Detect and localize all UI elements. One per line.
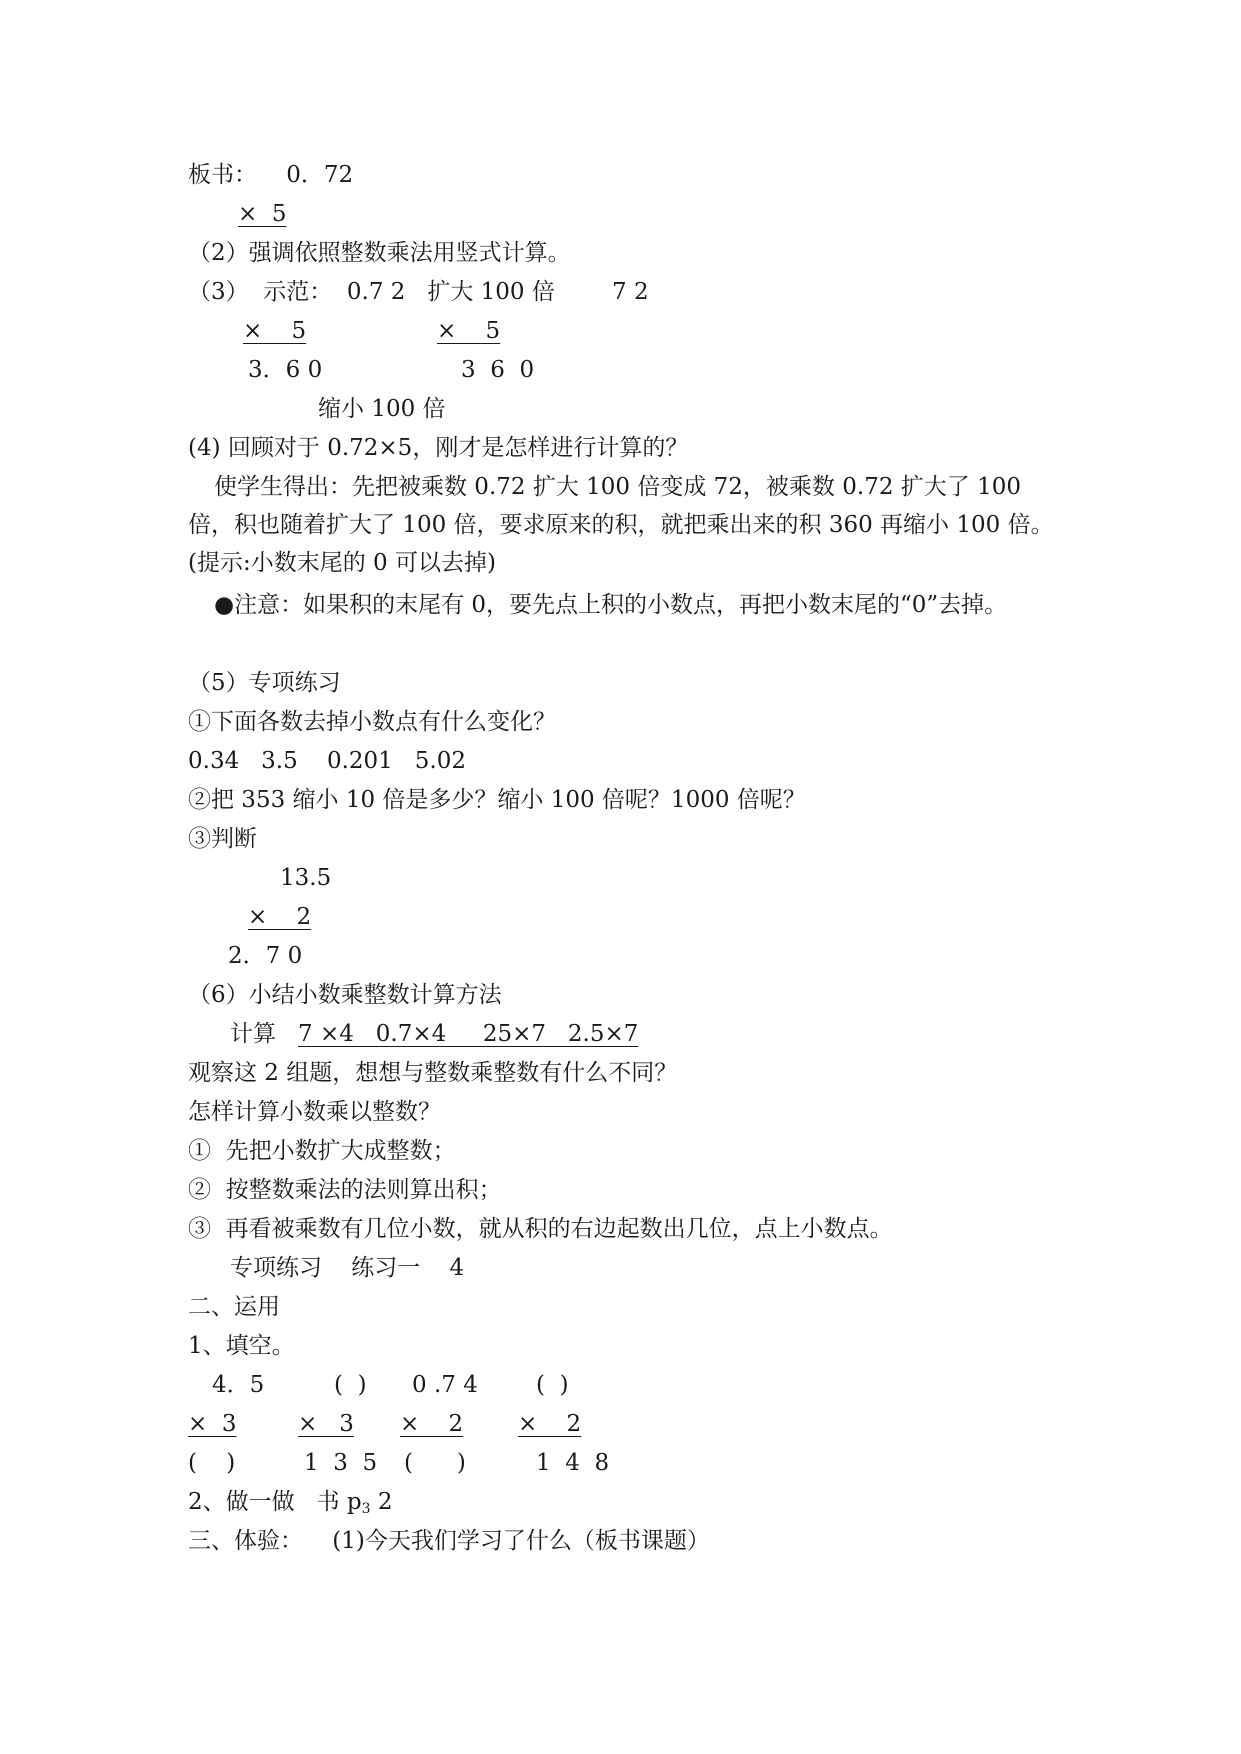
text-line: 三、体验： (1)今天我们学习了什么（板书课题） — [188, 1528, 710, 1554]
note-paragraph: ●注意：如果积的末尾有 0，要先点上积的小数点，再把小数末尾的“0”去掉。 — [214, 592, 1008, 618]
text-line: 板书： 0．72 — [188, 162, 354, 188]
text-line: ( ) — [536, 1372, 569, 1398]
text-line: 怎样计算小数乘以整数？ — [188, 1099, 441, 1125]
text-line: 计算 — [230, 1021, 276, 1047]
text-line: (4) 回顾对于 0.72×5，刚才是怎样进行计算的？ — [188, 435, 689, 461]
text-line: 13.5 — [280, 865, 332, 891]
text-line: （3） 示范： 0.7 2 扩大 100 倍 — [188, 279, 555, 305]
text-line: ③判断 — [188, 826, 257, 852]
text-line: 二、运用 — [188, 1294, 280, 1320]
paragraph: 使学生得出：先把被乘数 0.72 扩大 100 倍变成 72，被乘数 0.72 扩大了 100 倍，积也随着扩大了 100 倍，要求原来的积，就把乘出来的积 360 再缩小 100 倍。(提示:小数末尾的 0 可以去掉) — [188, 474, 1054, 576]
text-line: ②把 353 缩小 10 倍是多少？缩小 100 倍呢？1000 倍呢？ — [188, 787, 806, 813]
text-line: ③ 再看被乘数有几位小数，就从积的右边起数出几位，点上小数点。 — [188, 1216, 893, 1242]
text-line: × 2 — [400, 1411, 464, 1437]
text-line: × 5 — [238, 201, 287, 227]
text-line: 2、做一做 书 $p_3$ 2 — [188, 1489, 393, 1517]
text-line: 4．5 — [212, 1372, 265, 1398]
text-line: 0.34 3.5 0.201 5.02 — [188, 748, 466, 774]
text-line: 1 3 5 — [304, 1450, 378, 1476]
text-line: × 3 — [188, 1411, 237, 1437]
text-line: ①下面各数去掉小数点有什么变化？ — [188, 709, 556, 735]
text-line: × 2 — [248, 904, 312, 930]
text-line: 2．7 0 — [228, 943, 303, 969]
text-line: × 5 — [243, 318, 307, 344]
text-line: 0 .7 4 — [412, 1372, 478, 1398]
text-line: 专项练习 练习一 4 — [230, 1255, 465, 1281]
text-line: 1、填空。 — [188, 1333, 295, 1359]
text-line: ( ) — [404, 1450, 466, 1476]
text-line: （2）强调依照整数乘法用竖式计算。 — [188, 240, 571, 266]
text-line: ( ) — [188, 1450, 236, 1476]
text-line: 7 ×4 0.7×4 25×7 2.5×7 — [298, 1021, 639, 1047]
text-line: 1 4 8 — [536, 1450, 610, 1476]
text-line: × 2 — [518, 1411, 582, 1437]
text-line: × 5 — [437, 318, 501, 344]
text-line: （5）专项练习 — [188, 670, 341, 696]
text-line: （6）小结小数乘整数计算方法 — [188, 982, 502, 1008]
text-line: 3 6 0 — [461, 357, 535, 383]
text-line: ① 先把小数扩大成整数； — [188, 1138, 456, 1164]
text-line: ② 按整数乘法的法则算出积； — [188, 1177, 502, 1203]
text-line: × 3 — [298, 1411, 354, 1437]
text-line: 3．6 0 — [248, 357, 323, 383]
text-line: 7 2 — [612, 279, 649, 305]
text-line: ( ) — [334, 1372, 367, 1398]
text-line: 缩小 100 倍 — [318, 396, 446, 422]
text-line: 观察这 2 组题，想想与整数乘整数有什么不同？ — [188, 1060, 678, 1086]
